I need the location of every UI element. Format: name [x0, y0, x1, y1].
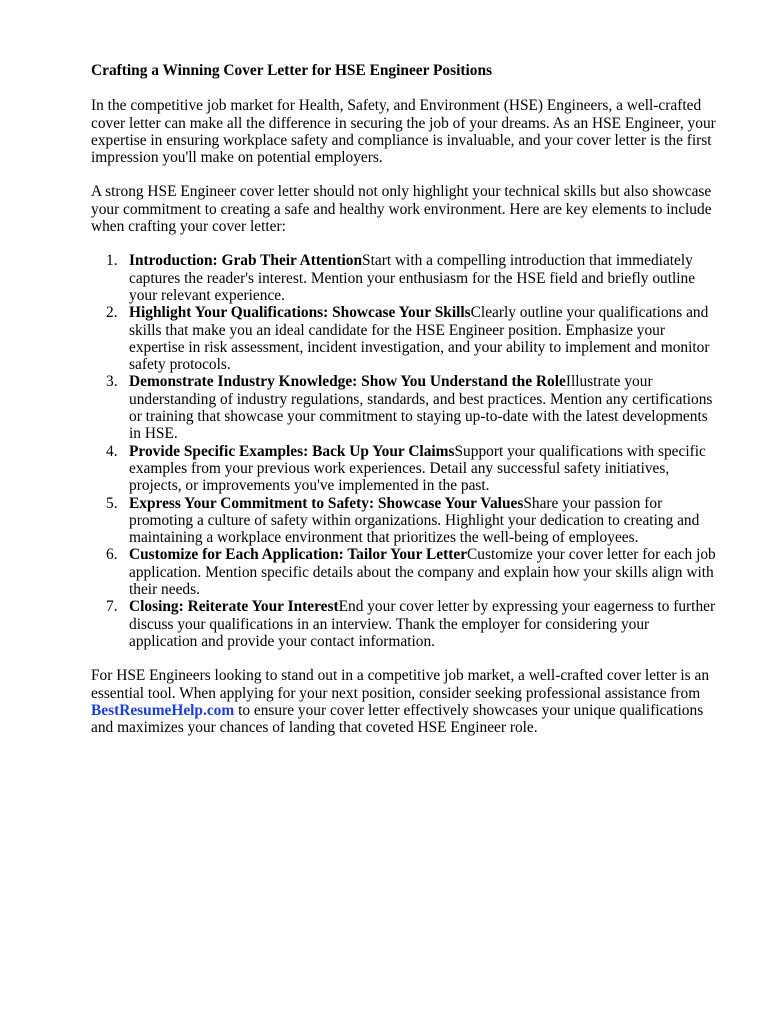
list-item-number: 2. [106, 304, 118, 322]
closing-paragraph [91, 667, 721, 736]
list-item-heading: Provide Specific Examples: Back Up Your Claims [129, 442, 455, 460]
list-item [91, 443, 721, 495]
list-item-text: Support your qualifications with specific examples from your previous work experiences. Detail any successful safety initiatives, projects, or improvements you've implemented in the past. [129, 442, 706, 495]
list-item-heading: Customize for Each Application: Tailor Your Letter [129, 546, 468, 564]
list-item-number: 7. [106, 598, 118, 616]
list-item-text: Start with a compelling introduction that immediately captures the reader's interest. Mention your enthusiasm for the HSE field and briefly outline your relevant experience. [129, 252, 696, 304]
list-item-text: Customize your cover letter for each job application. Mention specific details about the company and explain how your skills align with their needs. [129, 546, 716, 599]
list-item-number: 6. [106, 546, 118, 564]
page-title: Crafting a Winning Cover Letter for HSE Engineer Positions [91, 62, 493, 79]
closing-text-before-link: For HSE Engineers looking to stand out in a competitive job market, a well-crafted cover letter is an essential tool. When applying for your next position, consider seeking professional assistance from [91, 667, 710, 702]
list-item-heading: Introduction: Grab Their Attention [129, 252, 363, 270]
list-item-text: Share your passion for promoting a culture of safety within organizations. Highlight your dedication to creating and maintaining a workplace environment that prioritizes the well-being of employees. [129, 494, 700, 547]
list-item-heading: Highlight Your Qualifications: Showcase Your Skills [129, 304, 471, 322]
key-elements-list [91, 252, 721, 650]
bestresumehelp-link[interactable]: BestResumeHelp.com [91, 701, 235, 719]
list-item-heading: Demonstrate Industry Knowledge: Show You Understand the Role [129, 373, 566, 391]
list-item-text: Illustrate your understanding of industry regulations, standards, and best practices. Mention any certifications or training that showcase your commitment to staying up-to-date with the latest developments in HSE. [129, 373, 713, 443]
list-item [91, 546, 721, 598]
list-item [91, 252, 721, 304]
list-item-number: 4. [106, 442, 118, 460]
list-item-text: End your cover letter by expressing your eagerness to further discuss your qualifications in an interview. Thank the employer for considering your application and provide your contact information. [129, 598, 716, 650]
list-item-number: 1. [106, 252, 118, 270]
list-item-heading: Closing: Reiterate Your Interest [129, 598, 339, 616]
list-item [91, 495, 721, 547]
intro-paragraph: A strong HSE Engineer cover letter should not only highlight your technical skills but also showcase your commitment to creating a safe and healthy work environment. Here are key elements to include when crafting your cover letter: [91, 183, 712, 236]
list-item-number: 5. [106, 494, 118, 512]
document-page [91, 58, 721, 736]
closing-text-after-link: to ensure your cover letter effectively showcases your unique qualifications and maximizes your chances of landing that coveted HSE Engineer role. [91, 701, 704, 737]
list-item [91, 598, 721, 650]
list-item [91, 373, 721, 442]
list-item-number: 3. [106, 373, 118, 391]
list-item [91, 304, 721, 373]
list-item-text: Clearly outline your qualifications and skills that make you an ideal candidate for the HSE Engineer position. Emphasize your expertise in risk assessment, incident investigation, and your ability to implement and monitor safety protocols. [129, 304, 710, 374]
intro-paragraph: In the competitive job market for Health, Safety, and Environment (HSE) Engineers, a well-crafted cover letter can make all the difference in securing the job of your dreams. As an HSE Engineer, your expertise in ensuring workplace safety and compliance is invaluable, and your cover letter is the first impression you'll make on potential employers. [91, 97, 716, 167]
list-item-heading: Express Your Commitment to Safety: Showcase Your Values [129, 494, 524, 512]
